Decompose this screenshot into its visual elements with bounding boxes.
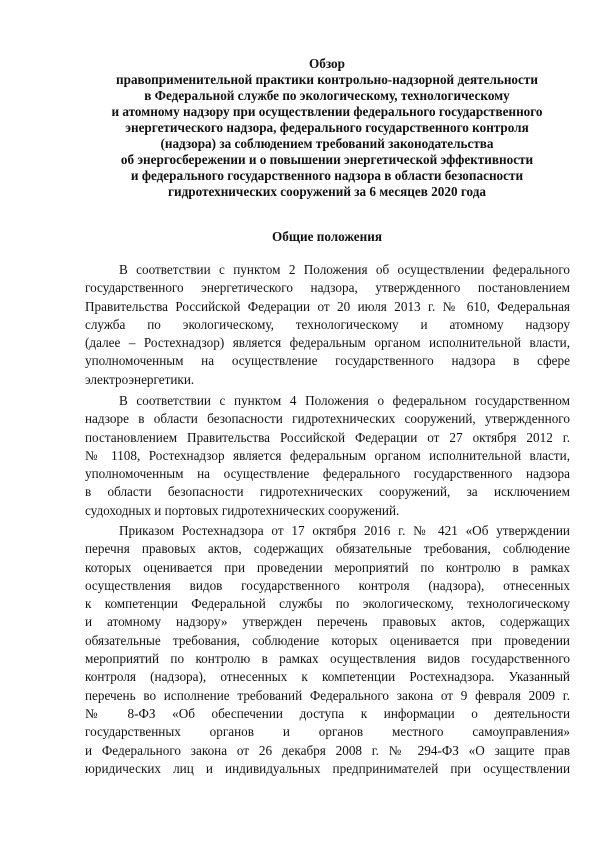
title-line: и федерального государственного надзора в области безопасности [130, 168, 524, 183]
text-line: судоходных и портовых гидротехнических сооружений. [85, 502, 400, 518]
text-line: электроэнергетики. [85, 371, 195, 387]
text-line: и Федерального закона от 26 декабря 2008 г. № 294-ФЗ «О защите прав [85, 742, 570, 758]
paragraph-2 [85, 392, 570, 520]
text-line: к компетенции Федеральной службы по экологическому, технологическому [85, 596, 570, 612]
title-line: Обзор [308, 56, 345, 71]
text-line: которых оценивается при проведении мероприятий по контролю в рамках [85, 559, 570, 575]
text-line: мероприятий по контролю в рамках осуществления видов государственного [85, 651, 570, 667]
text-line: перечень во исполнение требований Федерального закона от 9 февраля 2009 г. [85, 687, 570, 703]
text-line: в области безопасности гидротехнических сооружений, за исключением [85, 484, 570, 500]
title-line: гидротехнических сооружений за 6 месяцев 2020 года [168, 184, 486, 199]
text-line: юридических лиц и индивидуальных предпринимателей при осуществлении [85, 760, 570, 776]
text-line: № 1108, Ростехнадзор является федеральным органом исполнительной власти, [85, 447, 570, 463]
text-line: (далее – Ростехнадзор) является федеральным органом исполнительной власти, [85, 335, 570, 351]
title-line: правоприменительной практики контрольно-надзорной деятельности [116, 72, 538, 87]
text-line: Приказом Ростехнадзора от 17 октября 2016 г. № 421 «Об утверждении [119, 523, 570, 538]
title-line: об энергосбережении и о повышении энергетической эффективности [120, 152, 534, 167]
text-line: контроля (надзора), отнесенных к компетенции Ростехнадзора. Указанный [85, 669, 570, 685]
paragraph-3 [85, 522, 570, 778]
text-line: В соответствии с пунктом 4 Положения о федеральном государственном [119, 393, 570, 408]
text-line: № 8-ФЗ «Об обеспечении доступа к информации о деятельности [85, 705, 570, 721]
title-line: энергетического надзора, федерального государственного контроля [125, 120, 529, 135]
text-line: В соответствии с пунктом 2 Положения об осуществлении федерального [119, 262, 570, 277]
document-title [80, 56, 574, 200]
text-line: государственного энергетического надзора, утвержденного постановлением [85, 280, 570, 296]
text-line: обязательные требования, соблюдение которых оценивается при проведении [85, 632, 570, 648]
title-line: (надзора) за соблюдением требований законодательства [160, 136, 494, 151]
title-line: и атомному надзору при осуществлении федерального государственного [111, 104, 543, 119]
text-line: Правительства Российской Федерации от 20 июля 2013 г. № 610, Федеральная [85, 298, 570, 314]
text-line: постановлением Правительства Российской Федерации от 27 октября 2012 г. [85, 429, 570, 445]
text-line: перечня правовых актов, содержащих обязательные требования, соблюдение [85, 541, 570, 557]
section-heading: Общие положения [272, 229, 382, 244]
title-line: в Федеральной службе по экологическому, технологическому [144, 88, 510, 103]
text-line: и атомному надзору» утвержден перечень правовых актов, содержащих [85, 614, 570, 630]
text-line: служба по экологическому, технологическому и атомному надзору [85, 316, 570, 332]
text-line: уполномоченным на осуществление федерального государственного надзора [85, 466, 570, 482]
text-line: осуществления видов государственного контроля (надзора), отнесенных [85, 577, 570, 593]
text-line: надзоре в области безопасности гидротехнических сооружений, утвержденного [85, 411, 570, 427]
text-line: государственных органов и органов местного самоуправления» [85, 724, 570, 740]
paragraph-1 [85, 261, 570, 389]
text-line: уполномоченным на осуществление государственного надзора в сфере [85, 353, 570, 369]
